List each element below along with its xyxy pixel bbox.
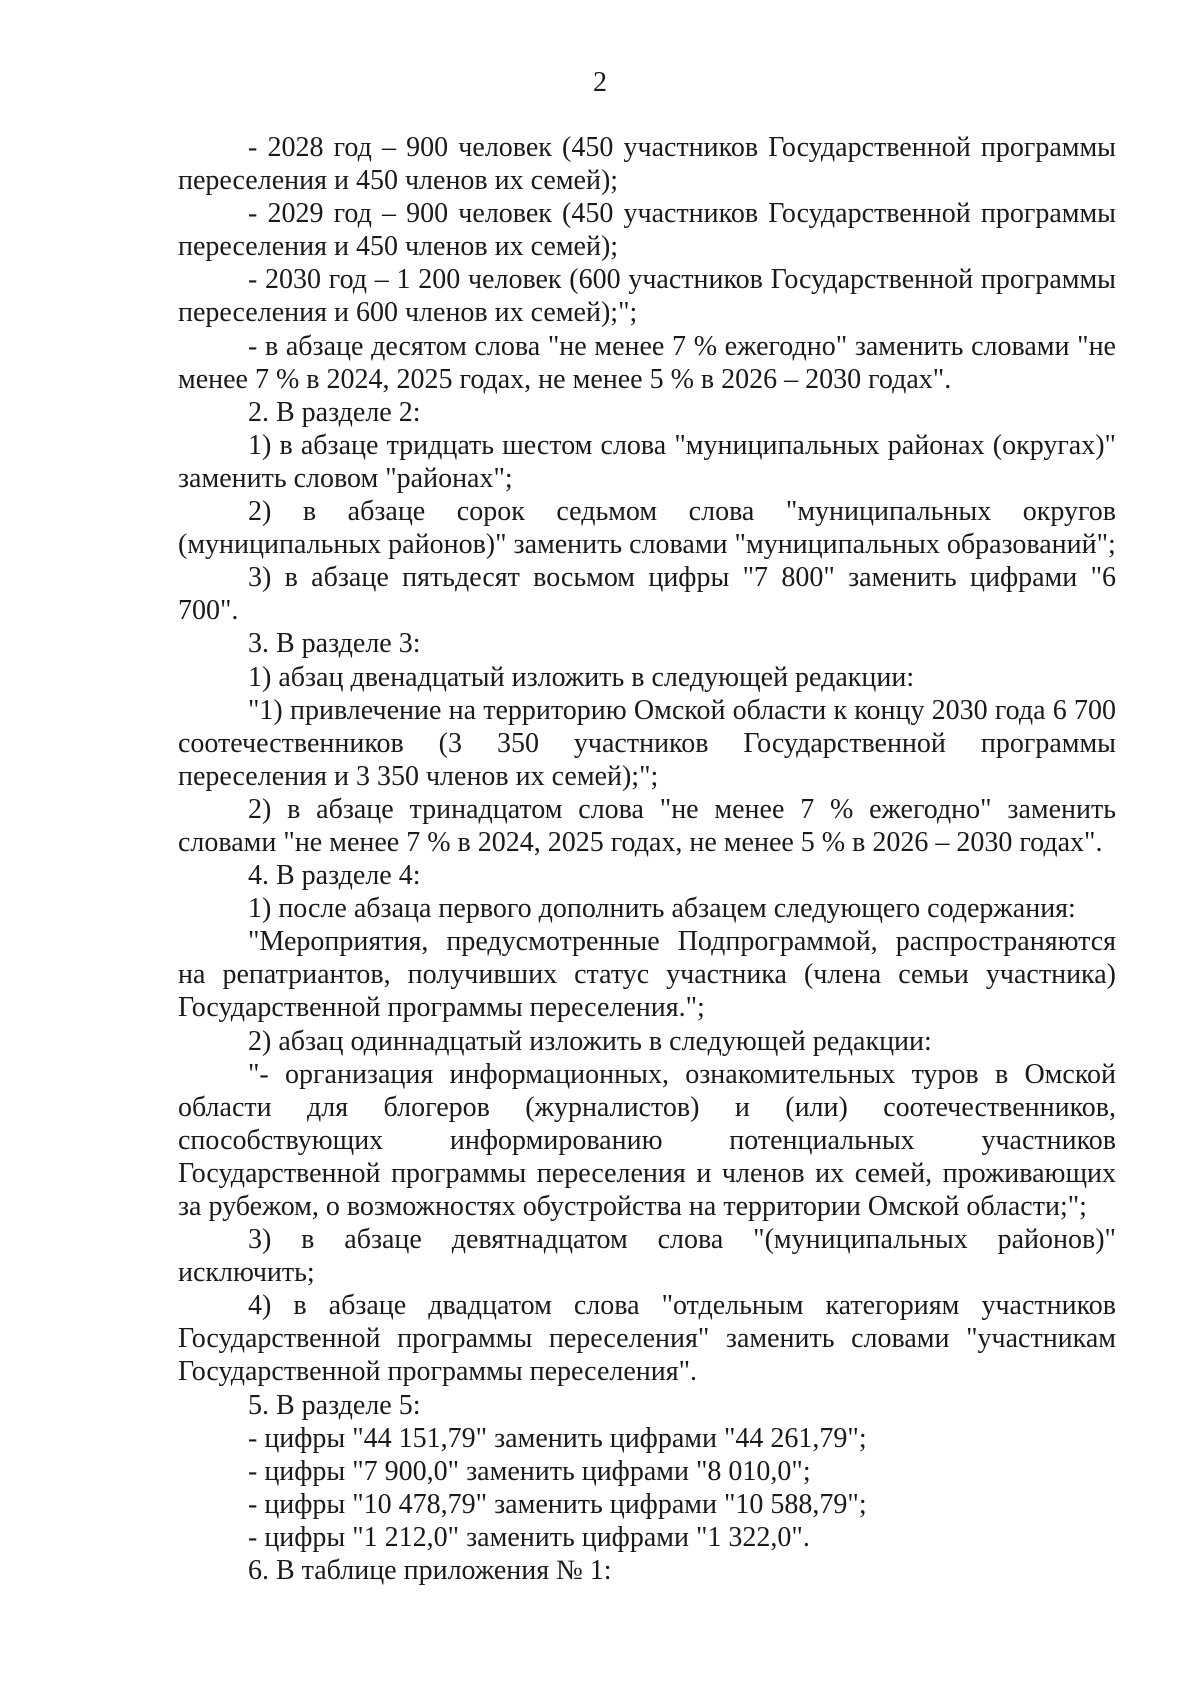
paragraph: 2) в абзаце тринадцатом слова "не менее 7 % ежегодно" заменить словами "не менее 7 % в 2024, 2025 годах, не менее 5 % в 2026 – 2030 годах".: [178, 793, 1116, 858]
paragraph: - цифры "1 212,0" заменить цифрами "1 322,0".: [248, 1521, 810, 1553]
paragraph: - цифры "44 151,79" заменить цифрами "44 261,79";: [248, 1422, 867, 1454]
paragraph: 4) в абзаце двадцатом слова "отдельным категориям участников Государственной программы переселения" заменить словами "участникам Государственной программы переселения".: [178, 1290, 1116, 1388]
paragraph: - в абзаце десятом слова "не менее 7 % ежегодно" заменить словами "не менее 7 % в 2024, 2025 годах, не менее 5 % в 2026 – 2030 годах".: [178, 330, 1116, 395]
section-heading: 5. В разделе 5:: [248, 1389, 421, 1421]
paragraph: "- организация информационных, ознакомительных туров в Омской области для блогеров (журналистов) и (или) соотечественников, способствующих информированию потенциальных участников Государственной программы переселения и членов их семей, проживающих за рубежом, о возможностях обустройства на территории Омской области;";: [178, 1058, 1116, 1222]
page-number: 2: [593, 67, 607, 98]
paragraph: - 2030 год – 1 200 человек (600 участников Государственной программы переселения и 600 членов их семей);";: [178, 264, 1116, 329]
section-heading: 6. В таблице приложения № 1:: [248, 1555, 612, 1587]
paragraph: "Мероприятия, предусмотренные Подпрограммой, распространяются на репатриантов, получивших статус участника (члена семьи участника) Государственной программы переселения.";: [178, 926, 1116, 1024]
section-heading: 4. В разделе 4:: [248, 860, 421, 892]
paragraph: - цифры "7 900,0" заменить цифрами "8 010,0";: [248, 1455, 811, 1487]
paragraph: 1) абзац двенадцатый изложить в следующей редакции:: [248, 661, 915, 693]
paragraph: 3) в абзаце пятьдесят восьмом цифры "7 800" заменить цифрами "6 700".: [178, 562, 1116, 627]
paragraph: - цифры "10 478,79" заменить цифрами "10 588,79";: [248, 1488, 867, 1520]
paragraph: - 2029 год – 900 человек (450 участников Государственной программы переселения и 450 членов их семей);: [178, 198, 1116, 263]
section-heading: 2. В разделе 2:: [248, 396, 421, 428]
paragraph: "1) привлечение на территорию Омской области к концу 2030 года 6 700 соотечественников (3 350 участников Государственной программы переселения и 3 350 членов их семей);";: [178, 694, 1116, 792]
paragraph: 2) абзац одиннадцатый изложить в следующей редакции:: [248, 1025, 932, 1057]
document-body: [178, 131, 1116, 1587]
paragraph: 3) в абзаце девятнадцатом слова "(муниципальных районов)" исключить;: [178, 1224, 1116, 1289]
paragraph: 2) в абзаце сорок седьмом слова "муниципальных округов (муниципальных районов)" заменить словами "муниципальных образований";: [178, 496, 1116, 561]
paragraph: 1) в абзаце тридцать шестом слова "муниципальных районах (округах)" заменить словом "районах";: [178, 429, 1116, 494]
paragraph: - 2028 год – 900 человек (450 участников Государственной программы переселения и 450 членов их семей);: [178, 132, 1116, 197]
section-heading: 3. В разделе 3:: [248, 628, 421, 660]
paragraph: 1) после абзаца первого дополнить абзацем следующего содержания:: [248, 893, 1076, 925]
